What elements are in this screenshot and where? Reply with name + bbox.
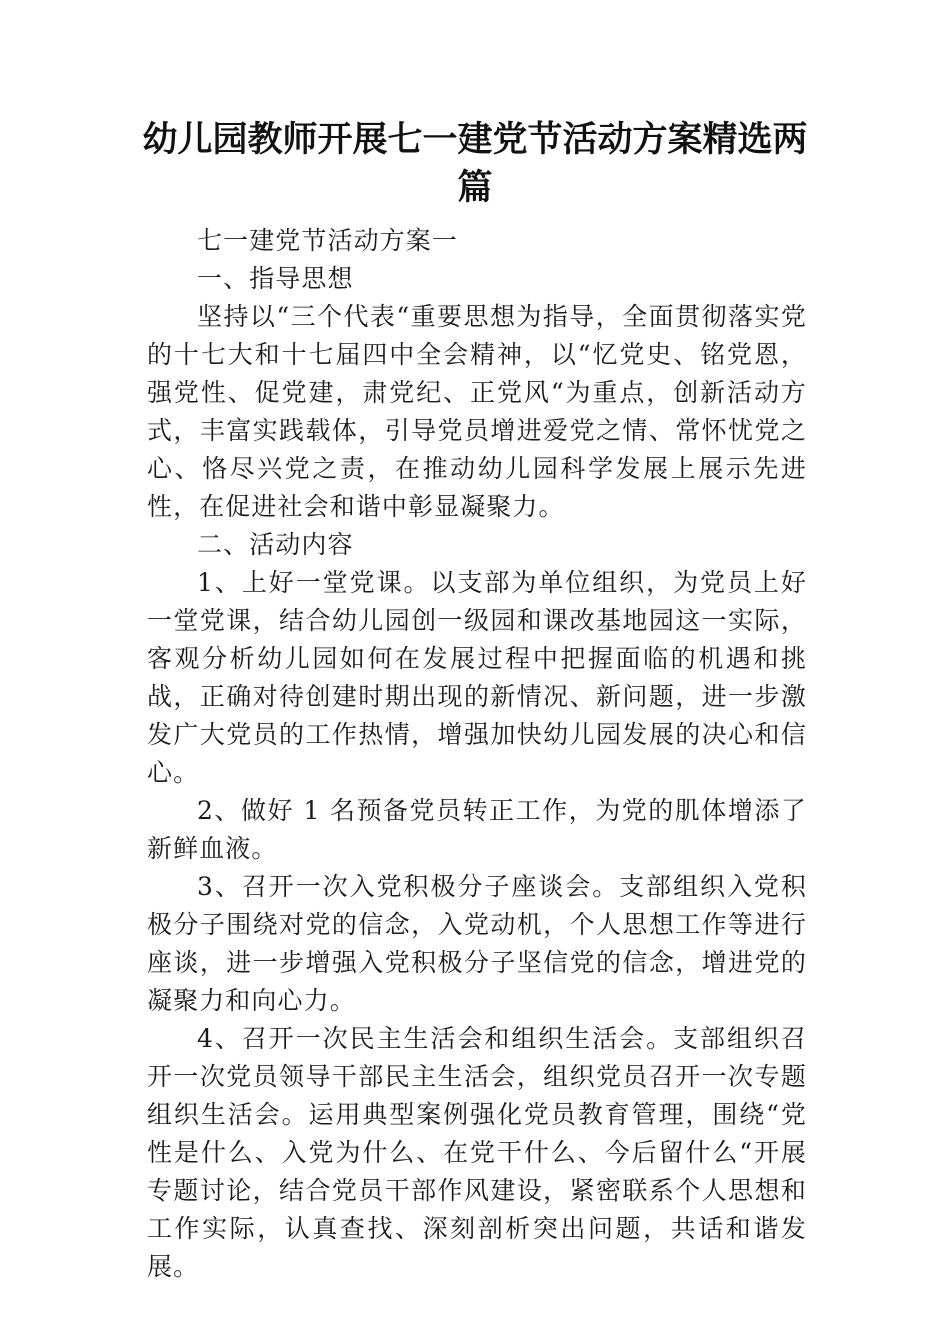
paragraph-item-4: 4、召开一次民主生活会和组织生活会。支部组织召开一次党员领导干部民主生活会，组织党员召开一次专题组织生活会。运用典型案例强化党员教育管理，围绕“党性是什么、入党为什么、在党干什么、今后留什么“开展专题讨论，结合党员干部作风建设，紧密联系个人思想和工作实际，认真查找、深刻剖析突出问题，共话和谐发展。	[147, 1024, 807, 1281]
paragraph-guiding-ideology: 坚持以“三个代表“重要思想为指导，全面贯彻落实党的十七大和十七届四中全会精神，以“忆党史、铭党恩，强党性、促党建，肃党纪、正党风“为重点，创新活动方式，丰富实践载体，引导党员增进爱党之情、常怀忧党之心、恪尽兴党之责，在推动幼儿园科学发展上展示先进性，在促进社会和谐中彰显凝聚力。	[147, 302, 807, 521]
paragraph-item-1: 1、上好一堂党课。以支部为单位组织，为党员上好一堂党课，结合幼儿园创一级园和课改基地园这一实际，客观分析幼儿园如何在发展过程中把握面临的机遇和挑战，正确对待创建时期出现的新情况、新问题，进一步激发广大党员的工作热情，增强加快幼儿园发展的决心和信心。	[147, 568, 807, 787]
section-heading-guiding-ideology: 一、指导思想	[197, 264, 354, 293]
document-body	[147, 222, 807, 1286]
paragraph-item-2: 2、做好 1 名预备党员转正工作，为党的肌体增添了新鲜血液。	[147, 796, 807, 863]
section-heading-activity-content: 二、活动内容	[197, 530, 354, 559]
paragraph-item-3: 3、召开一次入党积极分子座谈会。支部组织入党积极分子围绕对党的信念，入党动机，个人思想工作等进行座谈，进一步增强入党积极分子坚信党的信念，增进党的凝聚力和向心力。	[147, 872, 807, 1015]
section-heading-plan-one: 七一建党节活动方案一	[197, 226, 459, 255]
document-title: 幼儿园教师开展七一建党节活动方案精选两篇	[142, 120, 808, 208]
